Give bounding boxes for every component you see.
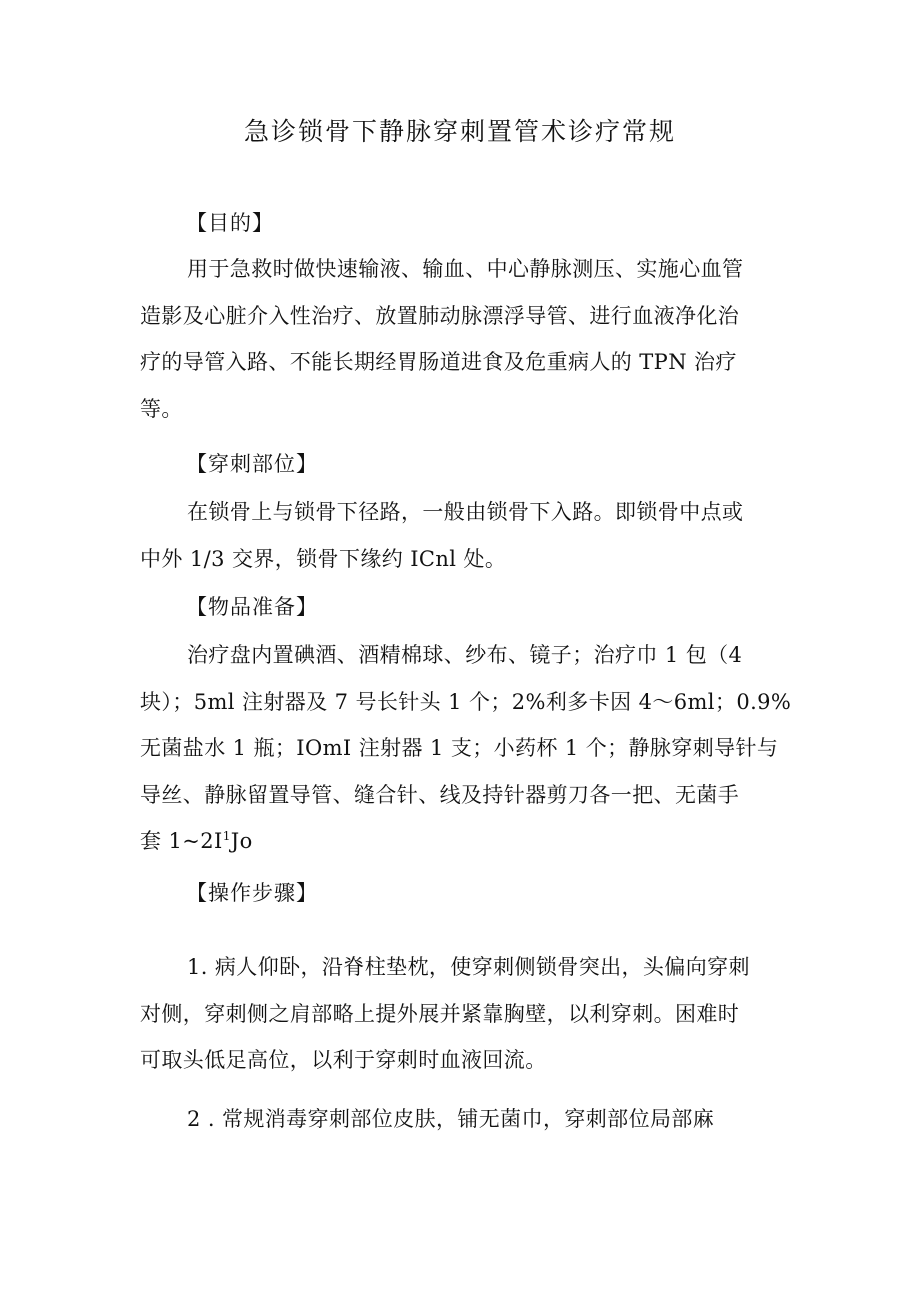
text-line: 治疗盘内置碘酒、酒精棉球、纱布、镜子；治疗巾 1 包（4 [187,643,743,667]
text-line: 对侧，穿刺侧之肩部略上提外展并紧靠胸壁，以利穿刺。困难时 [140,1001,740,1026]
paragraph-site [140,489,782,582]
text-segment: 套 1~2I [140,829,223,853]
text-line: 块）；5ml 注射器及 7 号长针头 1 个；2%利多卡因 4～6ml；0.9% [140,689,792,714]
text-line: 可取头低足高位，以利于穿刺时血液回流。 [140,1048,547,1072]
text-line: 中外 1/3 交界，锁骨下缘约 ICnl 处。 [140,546,507,571]
text-line-last [140,818,782,865]
text-line: 1. 病人仰卧，沿脊柱垫枕，使穿刺侧锁骨突出，头偏向穿刺 [187,955,750,979]
text-segment: Jo [230,829,253,853]
text-line: 用于急救时做快速输液、输血、中心静脉测压、实施心血管 [187,257,744,281]
text-line: 导丝、静脉留置导管、缝合针、线及持针器剪刀各一把、无菌手 [140,782,740,807]
superscript: 1 [222,829,231,843]
text-line: 疗的导管入路、不能长期经胃肠道进食及危重病人的 TPN 治疗 [140,350,737,374]
paragraph-step-1 [140,944,782,1084]
text-line: 造影及心脏介入性治疗、放置肺动脉漂浮导管、进行血液净化治 [140,303,740,328]
paragraph-supplies [140,632,792,865]
text-line: 在锁骨上与锁骨下径路，一般由锁骨下入路。即锁骨中点或 [187,500,744,524]
text-line: 无菌盐水 1 瓶；IOmI 注射器 1 支；小药杯 1 个；静脉穿刺导针与 [140,736,779,760]
text-line: 2 . 常规消毒穿刺部位皮肤，铺无菌巾，穿刺部位局部麻 [187,1107,715,1131]
paragraph-step-2 [140,1096,782,1143]
section-heading-supplies: 【物品准备】 [186,595,318,619]
section-heading-purpose: 【目的】 [186,211,274,235]
document-title: 急诊锁骨下静脉穿刺置管术诊疗常规 [243,117,676,146]
text-line: 等。 [140,396,183,421]
section-heading-steps: 【操作步骤】 [186,881,318,905]
section-heading-site: 【穿刺部位】 [186,452,318,476]
paragraph-purpose [140,246,782,432]
